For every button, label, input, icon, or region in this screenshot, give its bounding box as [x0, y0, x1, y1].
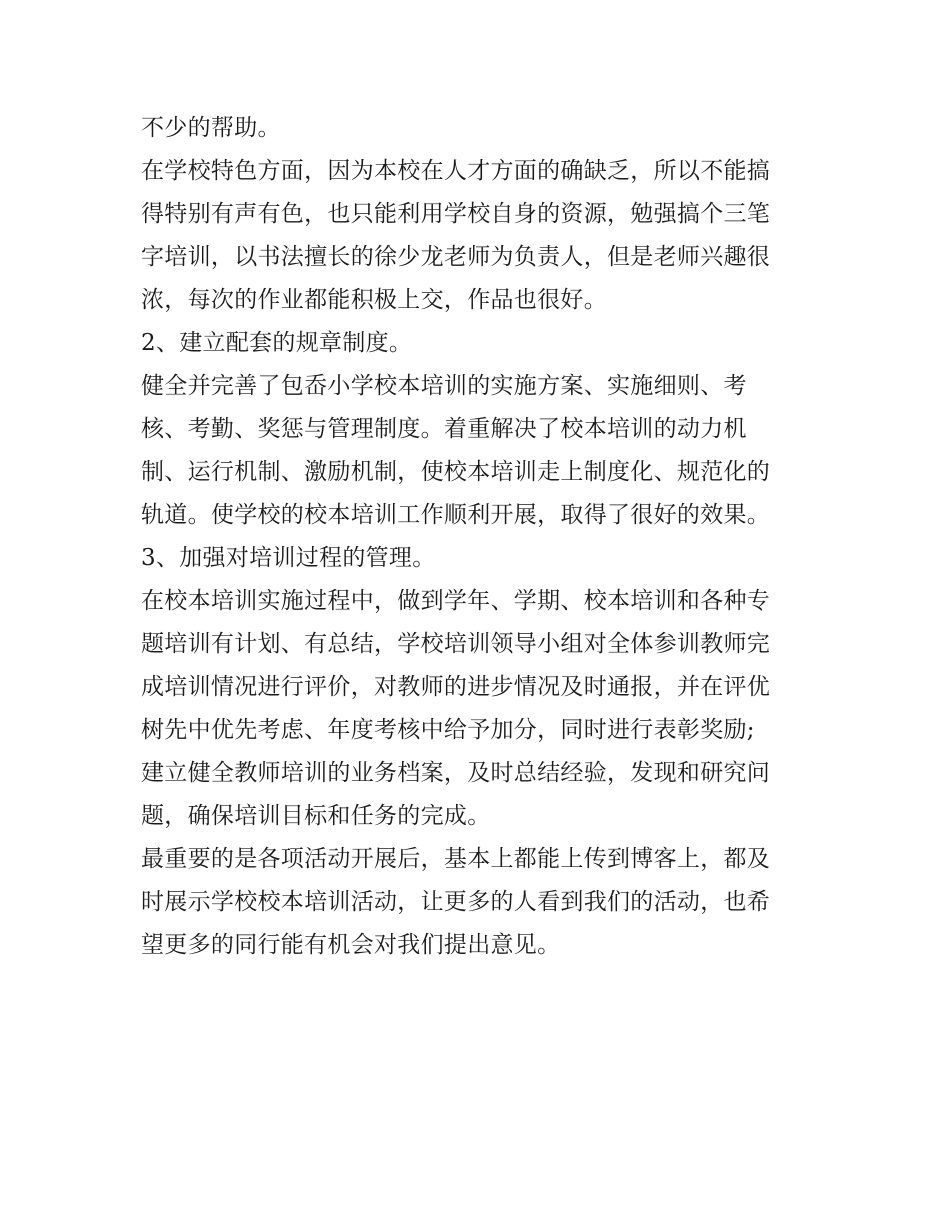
text-line: 题培训有计划、有总结，学校培训领导小组对全体参训教师完 — [141, 631, 771, 657]
text-line: 得特别有声有色，也只能利用学校自身的资源，勉强搞个三笔 — [141, 201, 771, 227]
text-line: 望更多的同行能有机会对我们提出意见。 — [141, 932, 561, 958]
text-line: 在校本培训实施过程中，做到学年、学期、校本培训和各种专 — [141, 588, 771, 614]
text-line: 树先中优先考虑、年度考核中给予加分，同时进行表彰奖励; — [141, 717, 755, 743]
document-body — [141, 107, 816, 967]
text-line: 时展示学校校本培训活动，让更多的人看到我们的活动，也希 — [141, 889, 771, 915]
text-line: 浓，每次的作业都能积极上交，作品也很好。 — [141, 287, 607, 313]
text-line: 在学校特色方面，因为本校在人才方面的确缺乏，所以不能搞 — [141, 158, 771, 184]
text-line: 制、运行机制、激励机制，使校本培训走上制度化、规范化的 — [141, 459, 771, 485]
text-line: 题，确保培训目标和任务的完成。 — [141, 803, 491, 829]
text-line: 轨道。使学校的校本培训工作顺利开展，取得了很好的效果。 — [141, 502, 771, 528]
section-heading: 2、建立配套的规章制度。 — [141, 330, 413, 356]
section-heading: 3、加强对培训过程的管理。 — [141, 545, 436, 571]
text-line: 最重要的是各项活动开展后，基本上都能上传到博客上，都及 — [141, 846, 771, 872]
text-line: 字培训，以书法擅长的徐少龙老师为负责人，但是老师兴趣很 — [141, 244, 771, 270]
text-line: 建立健全教师培训的业务档案，及时总结经验，发现和研究问 — [141, 760, 771, 786]
text-line: 成培训情况进行评价，对教师的进步情况及时通报，并在评优 — [141, 674, 771, 700]
text-line: 核、考勤、奖惩与管理制度。着重解决了校本培训的动力机 — [141, 416, 747, 442]
text-line: 健全并完善了包岙小学校本培训的实施方案、实施细则、考 — [141, 373, 747, 399]
text-line: 不少的帮助。 — [141, 115, 281, 141]
